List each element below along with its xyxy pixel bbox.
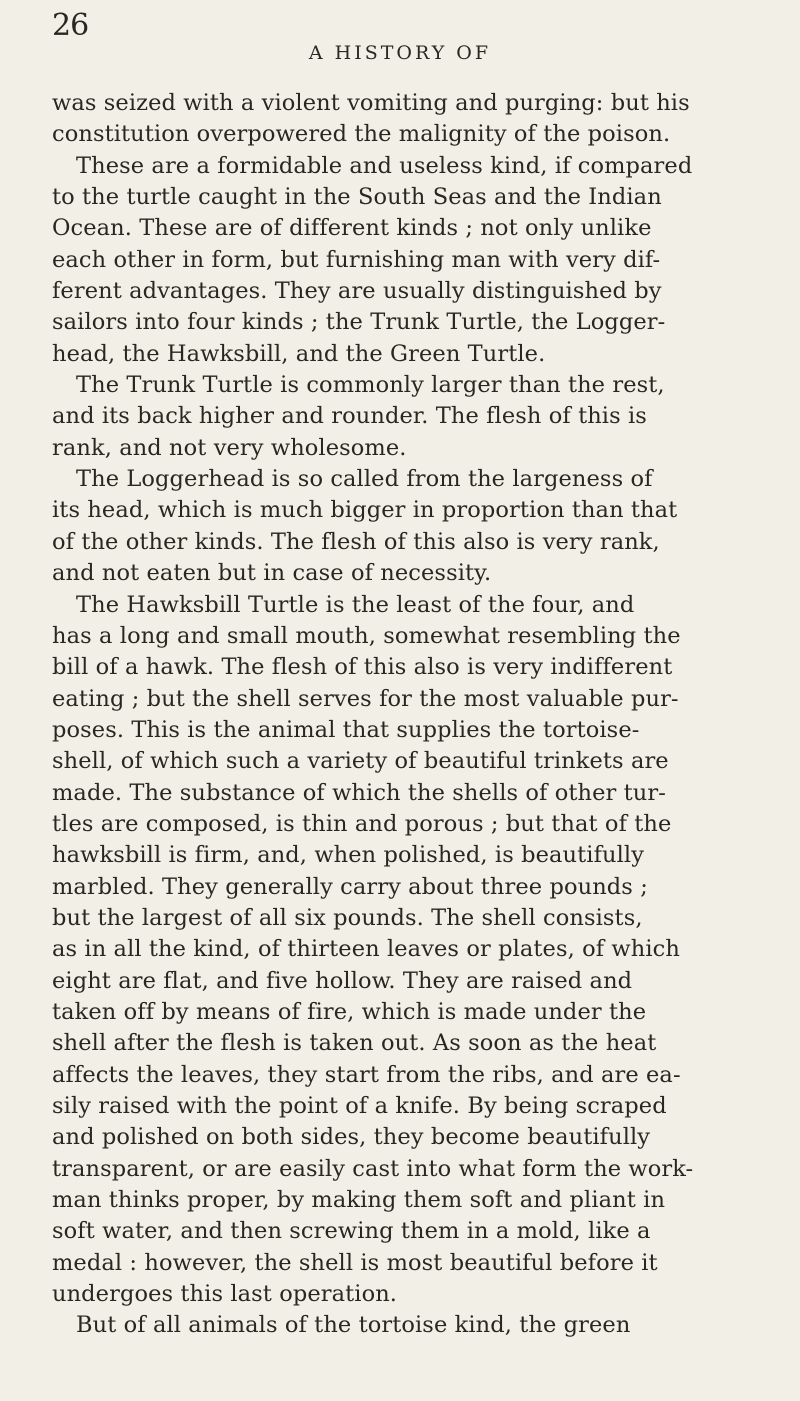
text-line: eight are flat, and five hollow. They are raised and [52,967,633,994]
text-line: But of all animals of the tortoise kind, the green [76,1312,631,1339]
text-line: man thinks proper, by making them soft and pliant in [52,1187,666,1214]
text-line: hawksbill is firm, and, when polished, is beautifully [52,842,645,869]
text-line: Ocean. These are of different kinds ; not only unlike [52,215,652,242]
text-line: bill of a hawk. The flesh of this also is very indifferent [52,654,673,681]
text-line: each other in form, but furnishing man with very dif- [52,246,661,273]
text-line: transparent, or are easily cast into what form the work- [52,1155,694,1182]
text-line: to the turtle caught in the South Seas and the Indian [52,184,662,211]
text-line: tles are composed, is thin and porous ; but that of the [52,810,672,837]
text-line: as in all the kind, of thirteen leaves or plates, of which [52,936,680,963]
text-line: The Loggerhead is so called from the largeness of [76,466,653,493]
text-line: These are a formidable and useless kind, if compared [76,152,693,179]
text-line: shell after the flesh is taken out. As soon as the heat [52,1030,657,1057]
text-line: undergoes this last operation. [52,1281,398,1308]
text-line: constitution overpowered the malignity of the poison. [52,121,671,148]
body-text [52,88,792,1342]
text-line: made. The substance of which the shells of other tur- [52,779,666,806]
text-line: but the largest of all six pounds. The shell consists, [52,904,643,931]
text-line: sily raised with the point of a knife. By being scraped [52,1093,667,1119]
page-header [0,6,800,76]
page-number: 26 [52,8,89,43]
text-line: affects the leaves, they start from the ribs, and are ea- [52,1061,681,1088]
text-line: and polished on both sides, they become beautifully [52,1124,651,1151]
text-line: eating ; but the shell serves for the most valuable pur- [52,685,679,712]
running-title: A HISTORY OF [308,42,492,64]
text-line: was seized with a violent vomiting and purging: but his [52,90,690,116]
text-line: its head, which is much bigger in proportion than that [52,497,678,524]
text-line: and not eaten but in case of necessity. [52,560,492,587]
text-line: and its back higher and rounder. The flesh of this is [52,403,647,430]
text-line: medal : however, the shell is most beautiful before it [52,1249,658,1276]
text-line: sailors into four kinds ; the Trunk Turtle, the Logger- [52,309,666,336]
text-line: has a long and small mouth, somewhat resembling the [52,622,681,649]
text-line: head, the Hawksbill, and the Green Turtle. [52,340,546,367]
text-line: rank, and not very wholesome. [52,434,407,461]
text-line: poses. This is the animal that supplies the tortoise- [52,716,640,743]
text-line: The Trunk Turtle is commonly larger than the rest, [76,372,665,399]
text-line: of the other kinds. The flesh of this also is very rank, [52,528,660,555]
text-line: The Hawksbill Turtle is the least of the four, and [76,591,635,618]
text-line: taken off by means of fire, which is made under the [52,998,647,1025]
text-line: soft water, and then screwing them in a mold, like a [52,1218,651,1245]
text-line: marbled. They generally carry about three pounds ; [52,873,648,900]
text-line: ferent advantages. They are usually distinguished by [52,278,662,305]
text-line: shell, of which such a variety of beautiful trinkets are [52,748,669,775]
